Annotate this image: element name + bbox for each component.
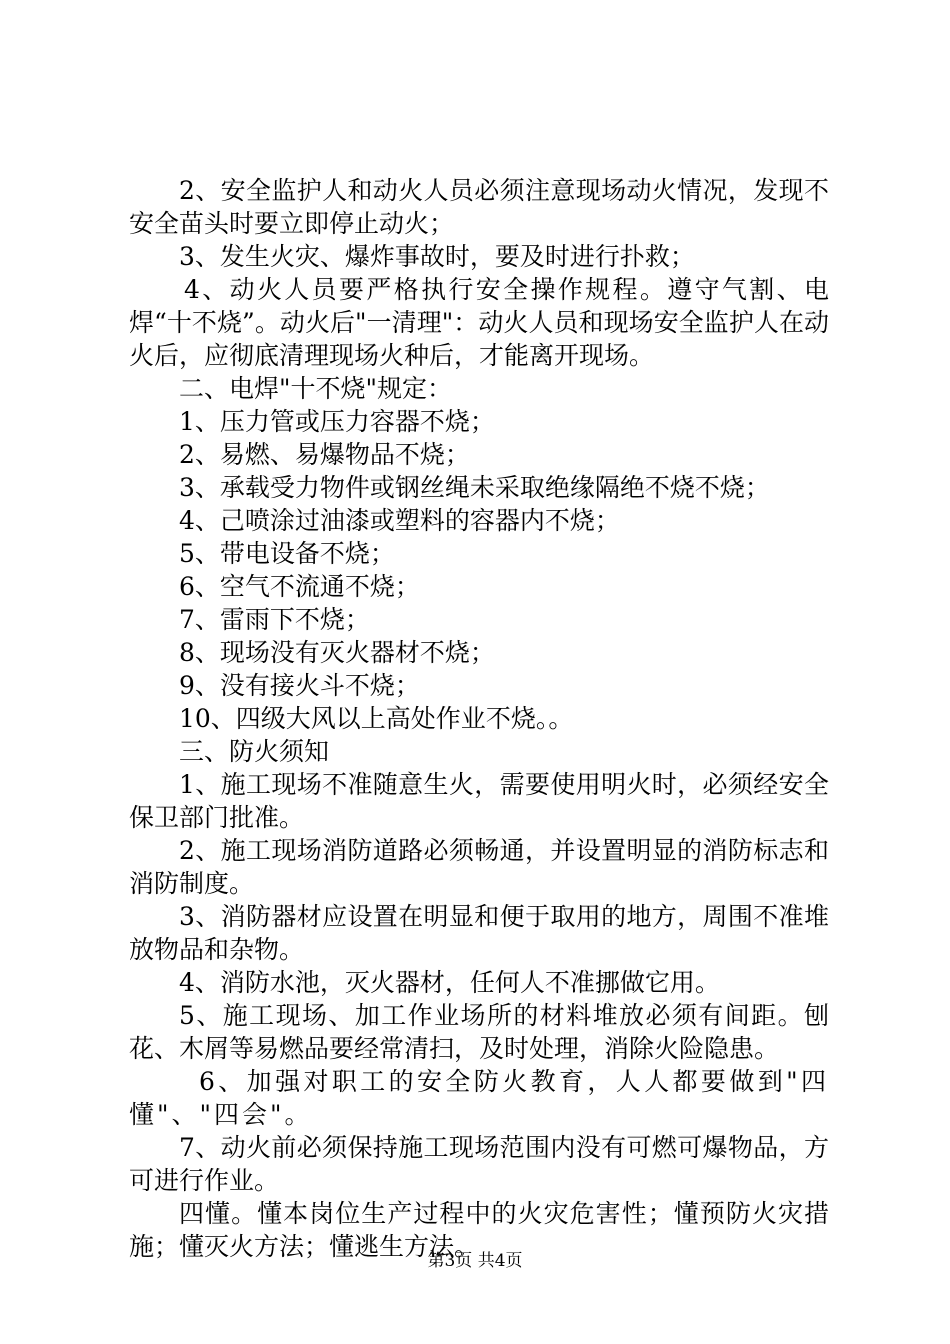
paragraph: 4、动火人员要严格执行安全操作规程。遵守气割、电焊“十不烧”。动火后"一清理"：动火人员和现场安全监护人在动火后，应彻底清理现场火种后，才能离开现场。	[129, 275, 829, 370]
paragraph: 5、施工现场、加工作业场所的材料堆放必须有间距。刨花、木屑等易燃品要经常清扫，及时处理，消除火险隐患。	[129, 1001, 829, 1063]
list-item: 5、带电设备不烧；	[179, 539, 395, 568]
paragraph: 2、安全监护人和动火人员必须注意现场动火情况，发现不安全苗头时要立即停止动火；	[129, 176, 829, 238]
list-item: 9、没有接火斗不烧；	[179, 671, 420, 700]
paragraph: 4、消防水池，灭火器材，任何人不准挪做它用。	[179, 968, 720, 997]
paragraph: 3、发生火灾、爆炸事故时，要及时进行扑救；	[179, 242, 695, 271]
list-item: 8、现场没有灭火器材不烧；	[179, 638, 495, 667]
paragraph: 2、施工现场消防道路必须畅通，并设置明显的消防标志和消防制度。	[129, 836, 829, 898]
list-item: 10、四级大风以上高处作业不烧。。	[179, 704, 574, 733]
page-footer: 第3页 共4页	[427, 1251, 523, 1271]
section-heading: 二、电焊"十不烧"规定：	[179, 374, 452, 403]
list-item: 1、压力管或压力容器不烧；	[179, 407, 495, 436]
list-item: 7、雷雨下不烧；	[179, 605, 370, 634]
list-item: 6、空气不流通不烧；	[179, 572, 420, 601]
paragraph: 3、消防器材应设置在明显和便于取用的地方，周围不准堆放物品和杂物。	[129, 902, 829, 964]
paragraph: 四懂。懂本岗位生产过程中的火灾危害性；懂预防火灾措施；懂灭火方法；懂逃生方法。	[129, 1199, 829, 1261]
list-item: 2、易燃、易爆物品不烧；	[179, 440, 470, 469]
list-item: 4、己喷涂过油漆或塑料的容器内不烧；	[179, 506, 620, 535]
list-item: 3、承载受力物件或钢丝绳未采取绝缘隔绝不烧不烧；	[179, 473, 770, 502]
paragraph: 7、动火前必须保持施工现场范围内没有可燃可爆物品，方可进行作业。	[129, 1133, 829, 1195]
section-heading: 三、防火须知	[179, 737, 330, 766]
document-body	[129, 174, 829, 1263]
paragraph: 6、加强对职工的安全防火教育，人人都要做到"四懂"、"四会"。	[129, 1067, 829, 1129]
paragraph: 1、施工现场不准随意生火，需要使用明火时，必须经安全保卫部门批准。	[129, 770, 829, 832]
